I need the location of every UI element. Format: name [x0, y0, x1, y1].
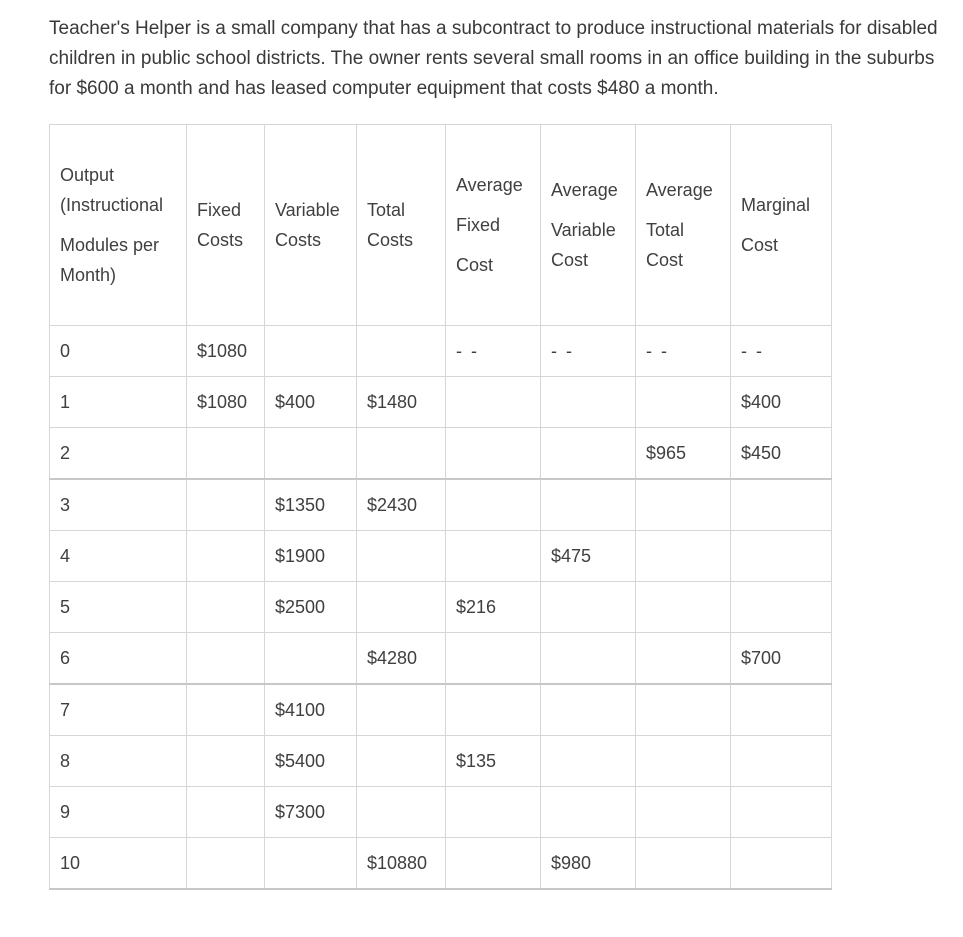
- header-variable-costs: [265, 125, 357, 326]
- header-atc-line: Average: [646, 180, 713, 200]
- cell-marginal-cost: [731, 531, 832, 582]
- intro-paragraph: Teacher's Helper is a small company that has a subcontract to produce instructional materials for disabled children in public school districts. The owner rents several small rooms in an office building in the suburbs for $600 a month and has leased computer equipment that costs $480 a month.: [49, 18, 938, 99]
- cell-marginal-cost: $400: [731, 377, 832, 428]
- cell-average-fixed-cost: [446, 838, 541, 890]
- cell-total-costs: [357, 326, 446, 377]
- header-afc-line: Fixed: [456, 215, 501, 235]
- cell-output: 7: [50, 684, 187, 736]
- cell-fixed-costs: [187, 582, 265, 633]
- cell-fixed-costs: [187, 787, 265, 838]
- cell-average-variable-cost: [541, 428, 636, 480]
- cell-average-variable-cost: [541, 479, 636, 531]
- header-atc-line: Total: [646, 220, 685, 240]
- cell-variable-costs: $2500: [265, 582, 357, 633]
- cell-variable-costs: $400: [265, 377, 357, 428]
- cell-variable-costs: [265, 326, 357, 377]
- table-row: [50, 736, 832, 787]
- cell-average-fixed-cost: [446, 377, 541, 428]
- cell-output: 2: [50, 428, 187, 480]
- cell-marginal-cost: $450: [731, 428, 832, 480]
- cell-fixed-costs: $1080: [187, 377, 265, 428]
- header-fixed-line: Fixed: [197, 200, 242, 220]
- cell-total-costs: $10880: [357, 838, 446, 890]
- header-avc-line: Variable: [551, 220, 616, 240]
- cell-marginal-cost: [731, 582, 832, 633]
- cell-output: 6: [50, 633, 187, 685]
- cell-output: 9: [50, 787, 187, 838]
- cell-average-variable-cost: [541, 377, 636, 428]
- header-atc-line: Cost: [646, 250, 684, 270]
- table-row: [50, 838, 832, 890]
- cell-output: 4: [50, 531, 187, 582]
- cell-average-total-cost: [636, 377, 731, 428]
- header-average-fixed-cost: [446, 125, 541, 326]
- header-mc-line: Cost: [741, 235, 779, 255]
- cell-average-total-cost: - -: [636, 326, 731, 377]
- cell-average-fixed-cost: $216: [446, 582, 541, 633]
- cell-average-fixed-cost: $135: [446, 736, 541, 787]
- header-variable-line: Costs: [275, 230, 322, 250]
- header-mc-line: Marginal: [741, 195, 811, 215]
- cell-output: 8: [50, 736, 187, 787]
- cell-variable-costs: $4100: [265, 684, 357, 736]
- cell-output: 0: [50, 326, 187, 377]
- header-avc-line: Average: [551, 180, 618, 200]
- header-afc-line: Average: [456, 175, 523, 195]
- header-output-line: (Instructional: [60, 195, 164, 215]
- cell-average-total-cost: [636, 736, 731, 787]
- cell-marginal-cost: - -: [731, 326, 832, 377]
- cell-average-total-cost: [636, 838, 731, 890]
- cell-average-total-cost: [636, 787, 731, 838]
- cell-average-variable-cost: [541, 582, 636, 633]
- header-marginal-cost: [731, 125, 832, 326]
- cell-total-costs: $4280: [357, 633, 446, 685]
- cell-average-total-cost: [636, 582, 731, 633]
- cell-average-fixed-cost: [446, 479, 541, 531]
- cell-total-costs: [357, 428, 446, 480]
- cell-average-variable-cost: $980: [541, 838, 636, 890]
- cell-marginal-cost: $700: [731, 633, 832, 685]
- header-output: [50, 125, 187, 326]
- table-header-row: [50, 125, 832, 326]
- cell-total-costs: $1480: [357, 377, 446, 428]
- header-total-line: Costs: [367, 230, 414, 250]
- cell-total-costs: [357, 582, 446, 633]
- cell-fixed-costs: [187, 633, 265, 685]
- cell-variable-costs: [265, 838, 357, 890]
- cell-total-costs: [357, 787, 446, 838]
- header-afc-line: Cost: [456, 255, 494, 275]
- cell-average-variable-cost: [541, 633, 636, 685]
- table-row: [50, 428, 832, 480]
- header-fixed-line: Costs: [197, 230, 244, 250]
- cell-average-total-cost: [636, 633, 731, 685]
- header-avc-line: Cost: [551, 250, 589, 270]
- header-variable-line: Variable: [275, 200, 340, 220]
- header-output-line: Output: [60, 165, 115, 185]
- table-row: [50, 787, 832, 838]
- cell-average-total-cost: [636, 479, 731, 531]
- header-total-costs: [357, 125, 446, 326]
- cell-fixed-costs: [187, 531, 265, 582]
- cell-marginal-cost: [731, 684, 832, 736]
- cell-marginal-cost: [731, 736, 832, 787]
- cell-average-fixed-cost: [446, 428, 541, 480]
- cell-average-fixed-cost: - -: [446, 326, 541, 377]
- header-total-line: Total: [367, 200, 406, 220]
- cell-fixed-costs: [187, 428, 265, 480]
- cell-fixed-costs: [187, 736, 265, 787]
- header-average-total-cost: [636, 125, 731, 326]
- header-average-variable-cost: [541, 125, 636, 326]
- cell-average-fixed-cost: [446, 633, 541, 685]
- table-row: [50, 684, 832, 736]
- cell-average-total-cost: [636, 531, 731, 582]
- table-row: [50, 377, 832, 428]
- cell-marginal-cost: [731, 838, 832, 890]
- cost-table: [49, 124, 832, 890]
- table-row: [50, 582, 832, 633]
- cell-fixed-costs: $1080: [187, 326, 265, 377]
- cell-average-variable-cost: [541, 787, 636, 838]
- header-output-line: Month): [60, 265, 117, 285]
- cell-average-total-cost: $965: [636, 428, 731, 480]
- cell-average-variable-cost: [541, 736, 636, 787]
- cell-marginal-cost: [731, 479, 832, 531]
- cell-total-costs: $2430: [357, 479, 446, 531]
- header-fixed-costs: [187, 125, 265, 326]
- cell-average-variable-cost: $475: [541, 531, 636, 582]
- cell-average-fixed-cost: [446, 531, 541, 582]
- cell-variable-costs: [265, 633, 357, 685]
- cell-output: 10: [50, 838, 187, 890]
- table-row: [50, 326, 832, 377]
- cell-variable-costs: $5400: [265, 736, 357, 787]
- cell-average-total-cost: [636, 684, 731, 736]
- table-row: [50, 479, 832, 531]
- cell-marginal-cost: [731, 787, 832, 838]
- cell-variable-costs: $1900: [265, 531, 357, 582]
- cell-output: 1: [50, 377, 187, 428]
- cell-total-costs: [357, 531, 446, 582]
- table-row: [50, 633, 832, 685]
- cell-total-costs: [357, 736, 446, 787]
- header-output-line: Modules per: [60, 235, 160, 255]
- cell-variable-costs: [265, 428, 357, 480]
- table-row: [50, 531, 832, 582]
- cell-fixed-costs: [187, 479, 265, 531]
- cell-average-fixed-cost: [446, 787, 541, 838]
- cell-variable-costs: $1350: [265, 479, 357, 531]
- cell-fixed-costs: [187, 684, 265, 736]
- cell-average-fixed-cost: [446, 684, 541, 736]
- cell-average-variable-cost: - -: [541, 326, 636, 377]
- cell-average-variable-cost: [541, 684, 636, 736]
- cell-total-costs: [357, 684, 446, 736]
- cell-fixed-costs: [187, 838, 265, 890]
- cell-variable-costs: $7300: [265, 787, 357, 838]
- cell-output: 3: [50, 479, 187, 531]
- cell-output: 5: [50, 582, 187, 633]
